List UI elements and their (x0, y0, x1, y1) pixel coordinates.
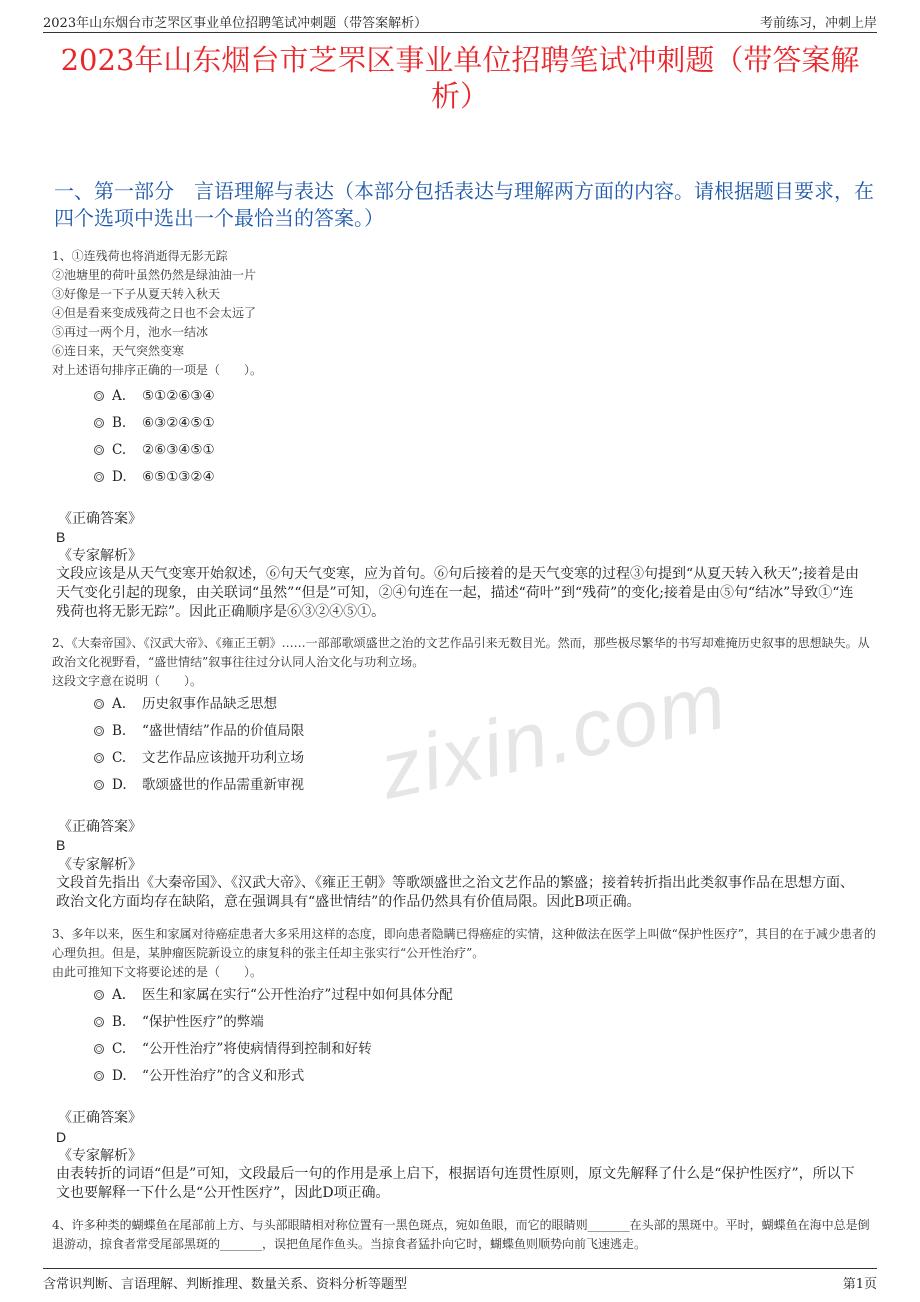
explanation-text: 文段首先指出《大秦帝国》、《汉武大帝》、《雍正王朝》等歌颂盛世之治文艺作品的繁盛；接着转折指出此类叙事作品在思想方面、政治文化方面均存在缺陷，意在强调具有“盛世情结”的作品仍然具有价值局限。因此B项正确。 (56, 875, 854, 910)
answer-value: B (56, 837, 66, 853)
section-heading: 一、第一部分 言语理解与表达（本部分包括表达与理解两方面的内容。请根据题目要求，在四个选项中选出一个最恰当的答案。） (54, 179, 874, 230)
radio-icon[interactable] (94, 472, 104, 482)
explanation-text: 文段应该是从天气变寒开始叙述，⑥句天气变寒，应为首句。⑥句后接着的是天气变寒的过程③句提到“从夏天转入秋天”;接着是由天气变化引起的现象，由关联词“虽然”“但是”可知，②④句连在一起，描述“荷叶”到“残荷”的变化;接着是由⑤句“结冰”导致①“连残荷也将无影无踪”。因此正确顺序是⑥③②④⑤①。 (56, 566, 860, 620)
option-text: “公开性治疗”将使病情得到控制和好转 (142, 1041, 372, 1057)
option-text: “保护性医疗”的弊端 (142, 1014, 264, 1030)
explanation-label: 《专家解析》 (58, 548, 142, 564)
radio-icon[interactable] (94, 1071, 104, 1081)
page-header (43, 12, 877, 33)
radio-icon[interactable] (94, 753, 104, 763)
option-text: ⑤①②⑥③④ (142, 388, 215, 404)
option-text: “盛世情结”作品的价值局限 (142, 723, 305, 739)
question-line: 3、多年以来，医生和家属对待癌症患者大多采用这样的态度，即向患者隐瞒已得癌症的实情，这种做法在医学上叫做“保护性医疗”，其目的在于减少患者的心理负担。但是，某肿瘤医院新设立的康复科的张主任却主张实行“公开性治疗”。 (52, 927, 876, 960)
q3-option-a[interactable]: A. 医生和家属在实行“公开性治疗”过程中如何具体分配 (94, 985, 453, 1005)
option-text: “公开性治疗”的含义和形式 (142, 1068, 305, 1084)
radio-icon[interactable] (94, 391, 104, 401)
question-line: 2、《大秦帝国》、《汉武大帝》、《雍正王朝》……一部部歌颂盛世之治的文艺作品引来无数目光。然而，那些极尽繁华的书写却难掩历史叙事的思想缺失。从政治文化视野看，“盛世情结”叙事往往过分认同人治文化与功利立场。 (52, 636, 870, 669)
question-line: 1、①连残荷也将消逝得无影无踪 (52, 249, 228, 263)
watermark: zixin.com (372, 655, 735, 816)
q1-option-d[interactable]: D. ⑥⑤①③②④ (94, 467, 215, 487)
header-slogan: 考前练习，冲刺上岸 (759, 16, 877, 31)
question-line: ④但是看来变成残荷之日也不会太远了 (52, 306, 257, 320)
answer-label: 《正确答案》 (58, 1110, 142, 1126)
answer-label: 《正确答案》 (58, 819, 142, 835)
answer-label: 《正确答案》 (58, 511, 142, 527)
q3-option-b[interactable]: B. “保护性医疗”的弊端 (94, 1012, 264, 1032)
q2-option-c[interactable]: C. 文艺作品应该抛开功利立场 (94, 748, 304, 768)
radio-icon[interactable] (94, 990, 104, 1000)
option-text: ⑥③②④⑤① (142, 415, 215, 431)
option-text: 历史叙事作品缺乏思想 (142, 696, 277, 712)
answer-value: D (56, 1129, 67, 1145)
question-line: 由此可推知下文将要论述的是（ ）。 (52, 965, 263, 979)
option-text: 歌颂盛世的作品需重新审视 (142, 777, 304, 793)
option-text: 医生和家属在实行“公开性治疗”过程中如何具体分配 (142, 987, 453, 1003)
q3-option-d[interactable]: D. “公开性治疗”的含义和形式 (94, 1066, 304, 1086)
radio-icon[interactable] (94, 418, 104, 428)
q2-option-b[interactable]: B. “盛世情结”作品的价值局限 (94, 721, 304, 741)
q2-option-d[interactable]: D. 歌颂盛世的作品需重新审视 (94, 775, 304, 795)
option-text: ②⑥③④⑤① (142, 442, 215, 458)
radio-icon[interactable] (94, 1017, 104, 1027)
radio-icon[interactable] (94, 699, 104, 709)
radio-icon[interactable] (94, 726, 104, 736)
document-title: 2023年山东烟台市芝罘区事业单位招聘笔试冲刺题（带答案解析） (60, 43, 860, 113)
question-4-stem (52, 1216, 876, 1254)
q1-option-c[interactable]: C. ②⑥③④⑤① (94, 440, 215, 460)
answer-value: B (56, 529, 66, 545)
radio-icon[interactable] (94, 445, 104, 455)
explanation-text: 由表转折的词语“但是”可知，文段最后一句的作用是承上启下，根据语句连贯性原则，原文先解释了什么是“保护性医疗”，所以下文也要解释一下什么是“公开性医疗”，因此D项正确。 (56, 1166, 855, 1201)
question-line: 4、许多种类的蝴蝶鱼在尾部前上方、与头部眼睛相对称位置有一黑色斑点，宛如鱼眼，而它的眼睛则_______在头部的黑斑中。平时，蝴蝶鱼在海中总是倒退游动，掠食者常受尾部黑斑的_______，误把鱼尾作鱼头。当掠食者猛扑向它时，蝴蝶鱼则顺势向前飞速逃走。 (52, 1218, 870, 1251)
option-text: ⑥⑤①③②④ (142, 469, 215, 485)
option-text: 文艺作品应该抛开功利立场 (142, 750, 304, 766)
question-line: ⑥连日来，天气突然变寒 (52, 344, 185, 358)
q1-option-a[interactable]: A. ⑤①②⑥③④ (94, 386, 215, 406)
q2-option-a[interactable]: A. 历史叙事作品缺乏思想 (94, 694, 277, 714)
header-doc-title: 2023年山东烟台市芝罘区事业单位招聘笔试冲刺题（带答案解析） (43, 16, 428, 31)
q3-option-c[interactable]: C. “公开性治疗”将使病情得到控制和好转 (94, 1039, 372, 1059)
q1-option-b[interactable]: B. ⑥③②④⑤① (94, 413, 215, 433)
footer-question-types: 含常识判断、言语理解、判断推理、数量关系、资料分析等题型 (43, 1277, 408, 1292)
question-3-stem (52, 925, 876, 982)
explanation-label: 《专家解析》 (58, 857, 142, 873)
explanation-label: 《专家解析》 (58, 1148, 142, 1164)
page-footer (43, 1268, 877, 1292)
question-line: 对上述语句排序正确的一项是（ ）。 (52, 363, 263, 377)
radio-icon[interactable] (94, 1044, 104, 1054)
question-line: 这段文字意在说明（ ）。 (52, 674, 203, 688)
question-line: ③好像是一下子从夏天转入秋天 (52, 287, 221, 301)
question-1-stem (52, 247, 876, 380)
question-2-stem (52, 634, 876, 691)
radio-icon[interactable] (94, 780, 104, 790)
question-line: ⑤再过一两个月，池水一结冰 (52, 325, 209, 339)
page-number: 第1页 (842, 1277, 877, 1292)
question-line: ②池塘里的荷叶虽然仍然是绿油油一片 (52, 268, 257, 282)
